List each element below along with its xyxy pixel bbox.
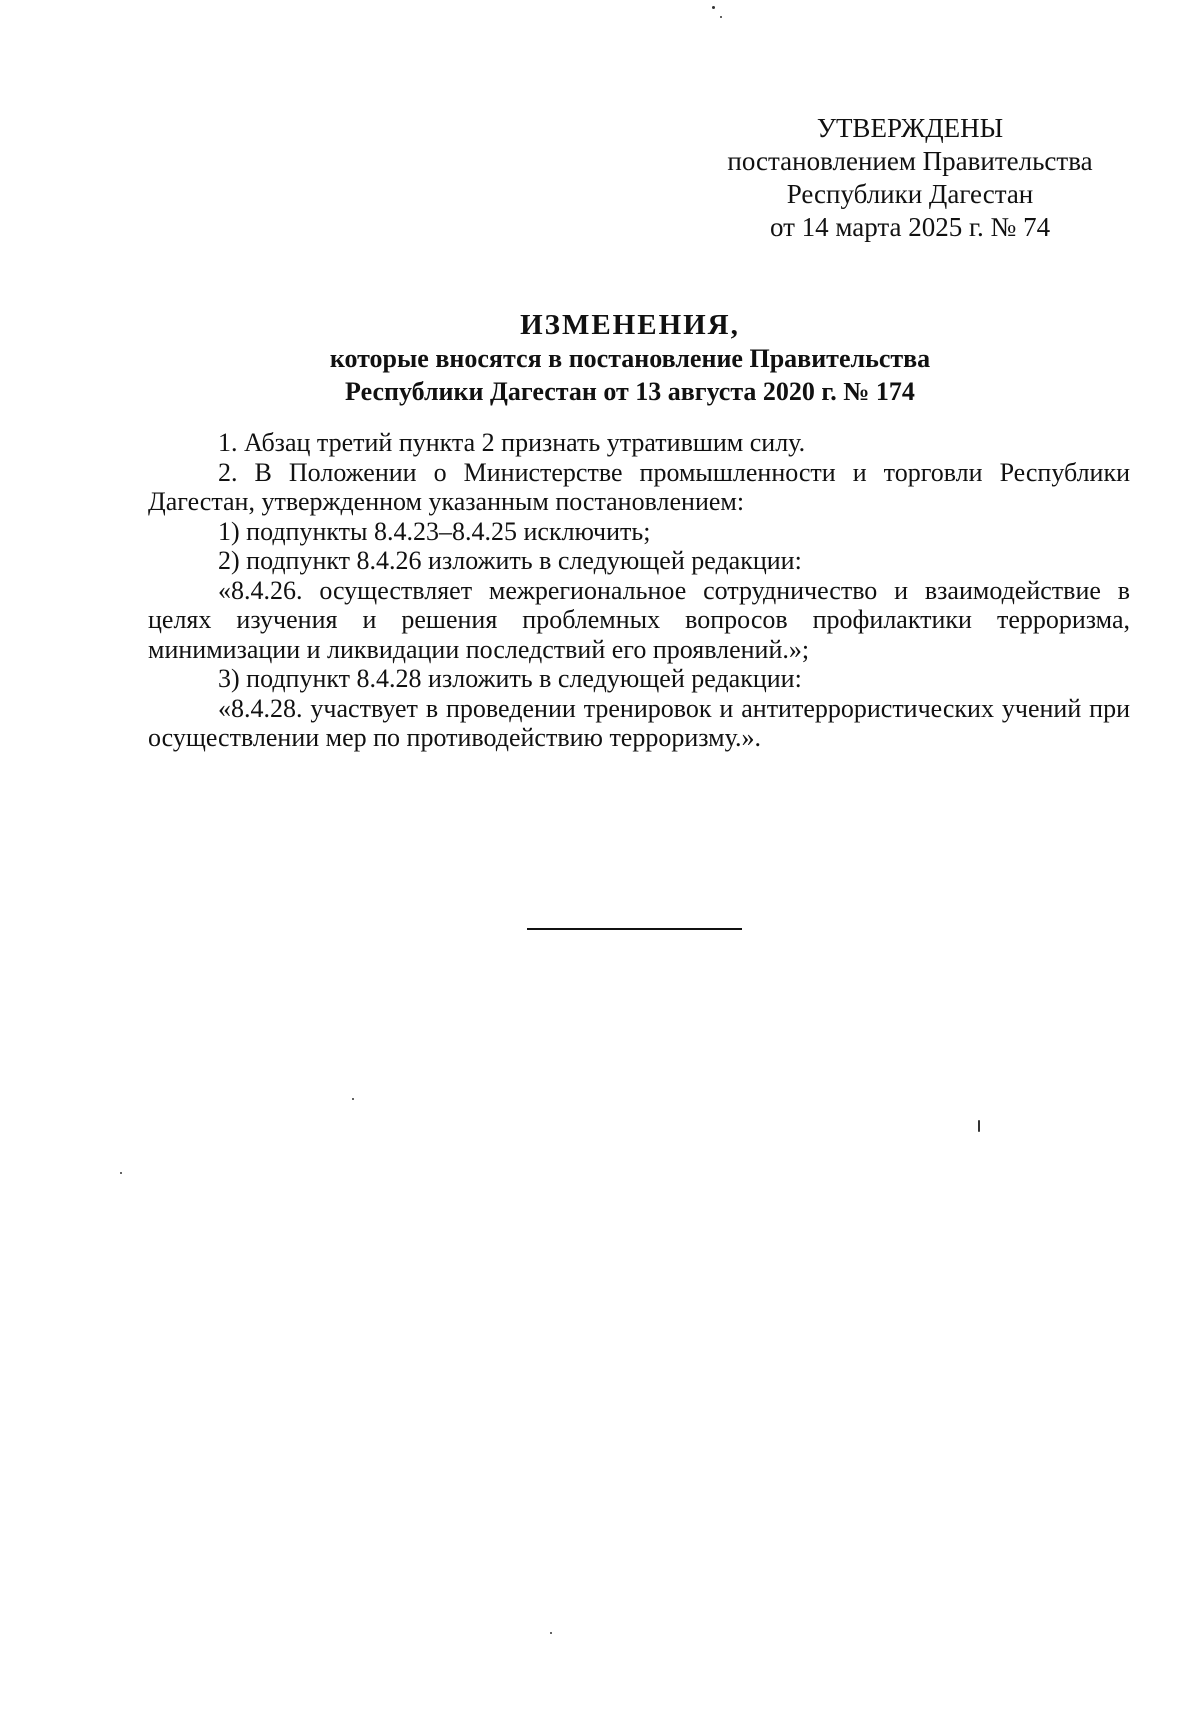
scan-speck [550,1632,552,1634]
title-subtitle-line1: которые вносятся в постановление Правительства [329,344,931,373]
paragraph-2: 2. В Положении о Министерстве промышленности и торговли Республики Дагестан, утвержденном указанным постановлением: [148,457,1130,516]
end-divider-line [527,928,742,930]
document-body [148,428,1130,753]
approval-by-resolution: постановлением Правительства [727,146,1093,176]
paragraph-4: 2) подпункт 8.4.26 изложить в следующей редакции: [218,546,802,575]
paragraph-1: 1. Абзац третий пункта 2 признать утратившим силу. [218,428,806,457]
scan-speck [978,1120,980,1132]
approval-stamp-block [700,112,1120,244]
paragraph-7: «8.4.28. участвует в проведении тренировок и антитеррористических учений при осуществлении мер по противодействию терроризму.». [148,693,1130,752]
title-subtitle-line2: Республики Дагестан от 13 августа 2020 г. № 174 [345,377,915,406]
paragraph-3: 1) подпункты 8.4.23–8.4.25 исключить; [218,516,651,546]
document-title [260,308,1000,408]
scan-speck [352,1098,354,1100]
scan-speck [712,6,715,9]
paragraph-5: «8.4.26. осуществляет межрегиональное сотрудничество и взаимодействие в целях изучения и решения проблемных вопросов профилактики терроризма, минимизации и ликвидации последствий его проявлений.»; [148,575,1130,664]
approval-date-number: от 14 марта 2025 г. № 74 [769,212,1051,242]
paragraph-6: 3) подпункт 8.4.28 изложить в следующей редакции: [218,664,802,693]
approval-republic: Республики Дагестан [786,179,1034,209]
title-main: ИЗМЕНЕНИЯ, [520,309,740,341]
approval-heading: УТВЕРЖДЕНЫ [816,113,1004,143]
scan-speck [720,16,722,18]
scan-speck [120,1172,122,1174]
